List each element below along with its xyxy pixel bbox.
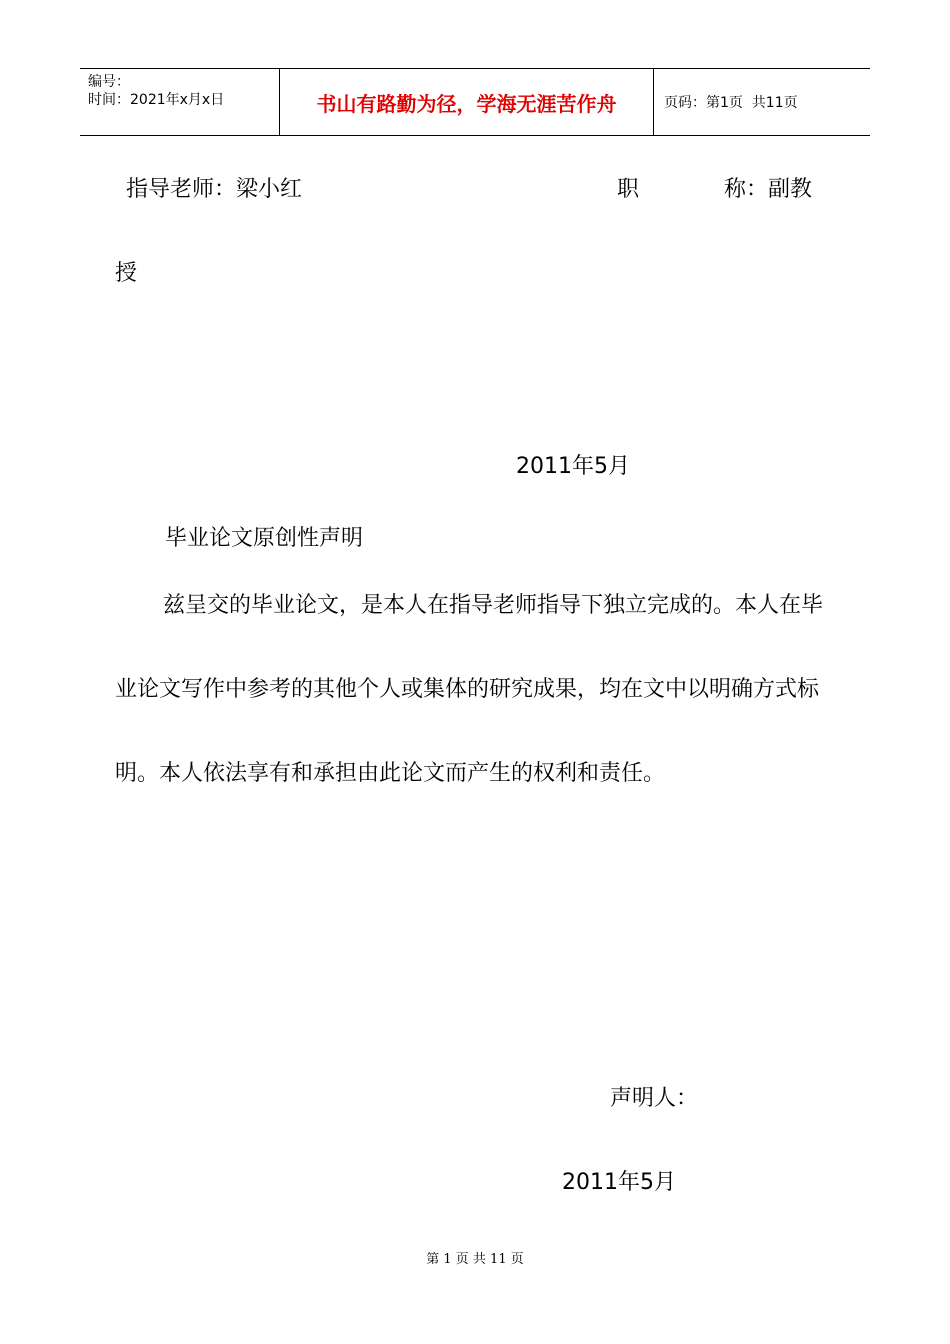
time-label: 时间：2021年x月x日: [88, 92, 225, 108]
date-top: 2011年5月: [516, 454, 630, 479]
date-bottom: 2011年5月: [562, 1170, 676, 1195]
advisor-title-wrap: 授: [115, 261, 138, 286]
page-footer: 第 1 页 共 11 页: [426, 1252, 524, 1267]
declaration-text: 兹呈交的毕业论文，是本人在指导老师指导下独立完成的。本人在毕业论文写作中参考的其他个人或集体的研究成果，均在文中以明确方式标明。本人依法享有和承担由此论文而产生的权利和责任。: [115, 593, 824, 786]
advisor-name: 指导老师：梁小红: [126, 177, 303, 202]
header-page-info: 页码：第1页 共11页: [664, 95, 798, 111]
declaration-body: [115, 564, 835, 816]
header-motto: 书山有路勤为径，学海无涯苦作舟: [280, 69, 654, 135]
declaration-heading: 毕业论文原创性声明: [165, 526, 364, 551]
signer-label: 声明人：: [610, 1086, 699, 1111]
page-header: [80, 68, 870, 136]
advisor-title-char: 职: [617, 177, 640, 202]
header-meta: [80, 69, 280, 135]
advisor-title: 称：副教: [724, 177, 813, 202]
number-label: 编号：: [88, 74, 130, 90]
